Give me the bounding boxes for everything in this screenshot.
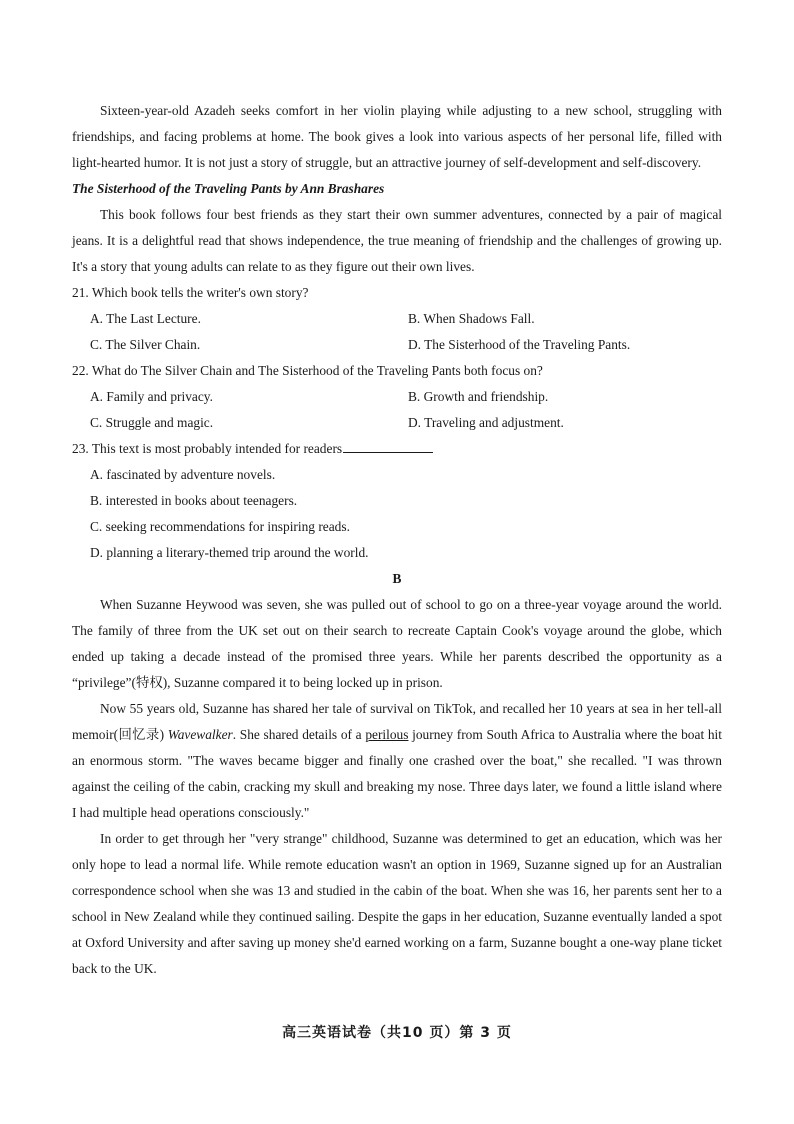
option-23-d[interactable]: D. planning a literary-themed trip around the world. [90,545,369,560]
option-22-a[interactable]: A. Family and privacy. [90,389,213,404]
question-21: 21. Which book tells the writer's own story? [72,285,309,300]
question-21-options [72,306,722,358]
memoir-title: Wavewalker [167,727,233,742]
option-22-c[interactable]: C. Struggle and magic. [90,415,214,430]
option-22-d[interactable]: D. Traveling and adjustment. [408,415,564,430]
page-footer: 高三英语试卷（共10 页）第 3 页 [282,1025,512,1041]
paragraph-2-text-a: Now 55 years old, Suzanne has shared her tale of survival on TikTok, and recalled her 10 years at sea in her tell-all memoir(回忆录) [72,701,722,742]
question-22: 22. What do The Silver Chain and The Sisterhood of the Traveling Pants both focus on? [72,363,543,378]
passage-b-paragraph-3: In order to get through her "very strange" childhood, Suzanne was determined to get an education, which was her only hope to lead a normal life. While remote education wasn't an option in 1969, Suzanne signed up for an Australian correspondence school when she was 13 and studied in the cabin of the boat. When she was 16, her parents sent her to a school in New Zealand while they continued sailing. Despite the gaps in her education, Suzanne eventually landed a spot at Oxford University and after saving up money she'd earned working on a farm, Suzanne bought a one-way plane ticket back to the UK. [72,831,722,976]
intro-paragraph: Sixteen-year-old Azadeh seeks comfort in her violin playing while adjusting to a new school, struggling with friendships, and facing problems at home. The book gives a look into various aspects of her personal life, filled with light-hearted humor. It is not just a story of struggle, but an attractive journey of self-development and self-discovery. [72,103,722,170]
question-22-options [72,384,722,436]
question-23-stem: 23. This text is most probably intended for readers [72,441,343,456]
passage-b-paragraph-1: When Suzanne Heywood was seven, she was pulled out of school to go on a three-year voyage around the world. The family of three from the UK set out on their search to recreate Captain Cook's voyage around the globe, which ended up taking a decade instead of the promised three years. While her parents described the opportunity as a “privilege”(特权), Suzanne compared it to being locked up in prison. [72,597,722,690]
book-paragraph: This book follows four best friends as they start their own summer adventures, connected by a pair of magical jeans. It is a delightful read that shows independence, the true meaning of friendship and the challenges of growing up. It's a story that young adults can relate to as they figure out their own lives. [72,207,722,274]
option-21-b[interactable]: B. When Shadows Fall. [408,311,535,326]
option-22-b[interactable]: B. Growth and friendship. [408,389,549,404]
option-23-a[interactable]: A. fascinated by adventure novels. [90,467,276,482]
question-23 [72,436,722,462]
underlined-word: perilous [365,727,409,742]
option-21-c[interactable]: C. The Silver Chain. [90,337,201,352]
paragraph-2-text-c: journey from South Africa to Australia where the boat hit an enormous storm. "The waves became bigger and finally one crashed over the boat," she recalled. "I was thrown against the ceiling of the cabin, cracking my skull and breaking my nose. Three days later, we found a little island where I had multiple head operations consciously." [72,727,722,820]
answer-blank [343,438,433,453]
paragraph-2-text-b: . She shared details of a [232,727,366,742]
option-23-c[interactable]: C. seeking recommendations for inspiring reads. [90,519,350,534]
exam-page [72,98,722,982]
option-21-a[interactable]: A. The Last Lecture. [90,311,201,326]
option-23-b[interactable]: B. interested in books about teenagers. [90,493,298,508]
passage-b-paragraph-2 [72,696,722,826]
option-21-d[interactable]: D. The Sisterhood of the Traveling Pants. [408,337,631,352]
section-b-heading: B [392,571,402,586]
book-heading: The Sisterhood of the Traveling Pants by Ann Brashares [72,181,385,196]
